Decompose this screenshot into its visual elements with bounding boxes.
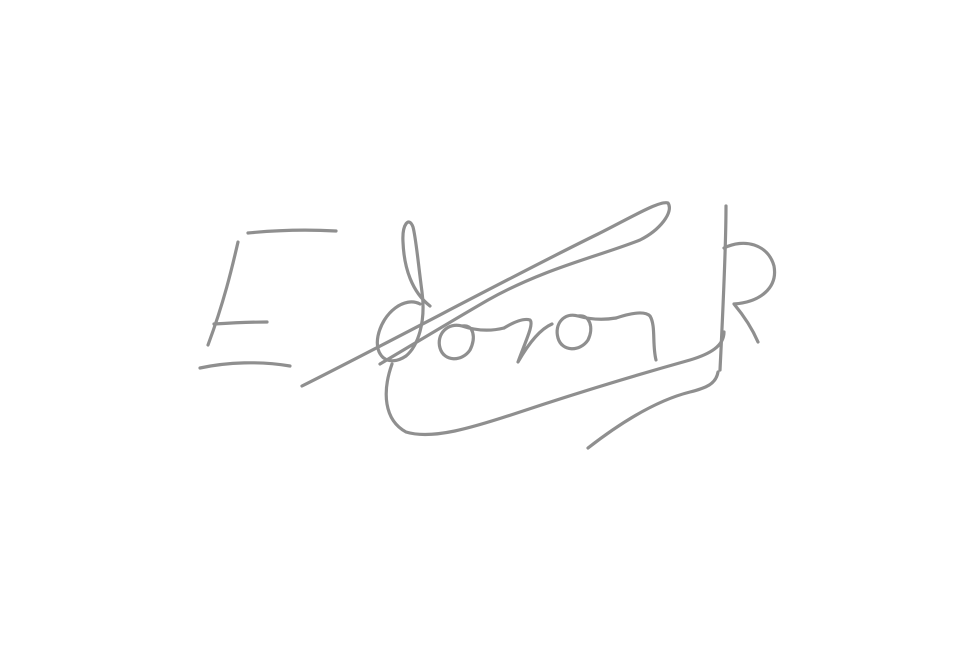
signature-stroke-o1 [439,325,504,359]
signature-stroke-e-bottom [200,363,290,368]
signature-stroke-underline-loop [386,332,724,435]
signature-stroke-e-top [248,230,336,233]
signature-ink [200,203,775,448]
signature-stroke-h-loop [724,243,775,342]
signature-stroke-r [504,319,552,362]
signature-stroke-k [616,313,656,360]
signature-stroke-e-middle [214,322,267,324]
signature-stroke-o2 [557,315,616,349]
signature-stroke-h-stem [720,206,726,370]
signature-stroke-e-stem [208,242,238,345]
signature-stroke-diagonal [302,203,669,386]
